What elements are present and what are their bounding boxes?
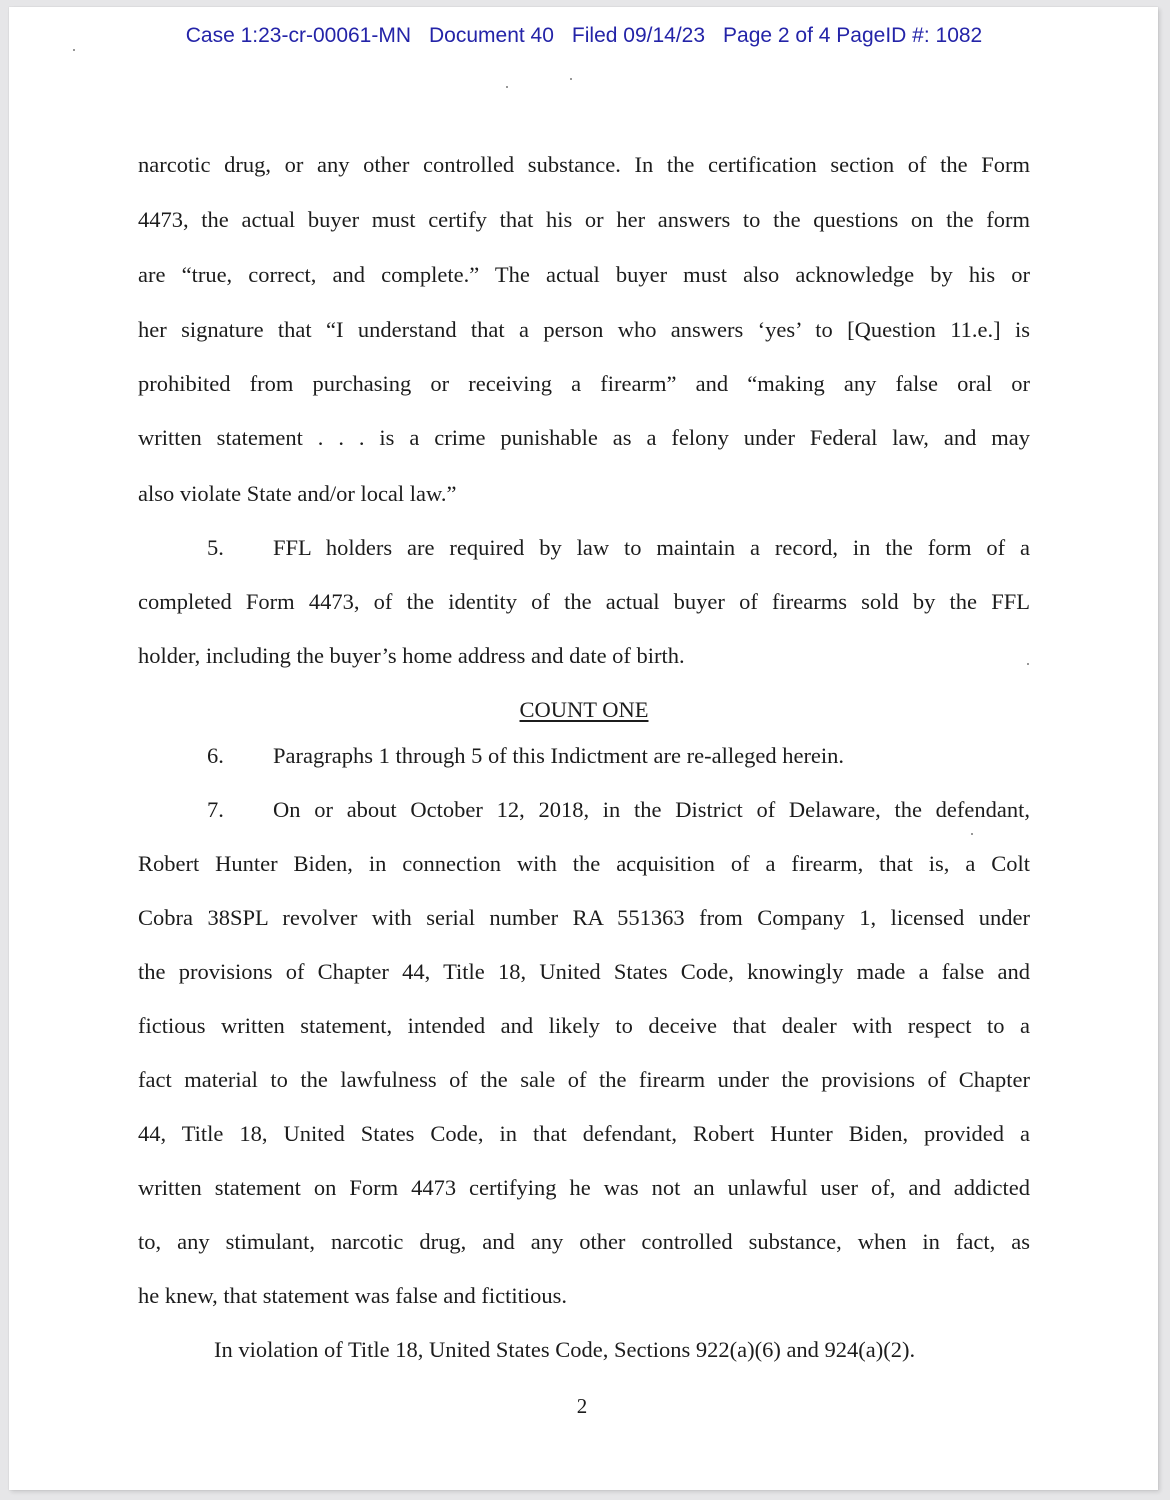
case-number: Case 1:23-cr-00061-MN xyxy=(185,24,412,47)
body-line: her signature that “I understand that a person who answers ‘yes’ to [Question 11.e.] is xyxy=(138,317,1030,342)
body-line: also violate State and/or local law.” xyxy=(138,481,457,506)
scan-speck xyxy=(506,86,508,88)
body-line: narcotic drug, or any other controlled substance. In the certification section of the Form xyxy=(138,152,1030,177)
body-line: completed Form 4473, of the identity of the actual buyer of firearms sold by the FFL xyxy=(138,589,1030,614)
body-line: 44, Title 18, United States Code, in that defendant, Robert Hunter Biden, provided a xyxy=(138,1121,1030,1146)
body-line: Robert Hunter Biden, in connection with the acquisition of a firearm, that is, a Colt xyxy=(138,851,1030,876)
page-number: 2 xyxy=(576,1394,588,1418)
body-line: the provisions of Chapter 44, Title 18, United States Code, knowingly made a false and xyxy=(138,959,1030,984)
body-line: fictious written statement, intended and likely to deceive that dealer with respect to a xyxy=(138,1013,1030,1038)
page-id: Page 2 of 4 PageID #: 1082 xyxy=(723,24,983,47)
filed-date: Filed 09/14/23 xyxy=(571,24,706,47)
body-line: 4473, the actual buyer must certify that his or her answers to the questions on the form xyxy=(138,207,1030,232)
paragraph-number: 5. xyxy=(207,535,224,560)
paragraph-number: 7. xyxy=(207,797,224,822)
body-line: prohibited from purchasing or receiving a firearm” and “making any false oral or xyxy=(138,371,1030,396)
scan-speck xyxy=(570,78,572,80)
body-line: FFL holders are required by law to maintain a record, in the form of a xyxy=(273,535,1030,560)
body-line: Paragraphs 1 through 5 of this Indictment are re-alleged herein. xyxy=(273,743,845,768)
body-line: he knew, that statement was false and fictitious. xyxy=(138,1283,568,1308)
paragraph-number: 6. xyxy=(207,743,224,768)
body-line: to, any stimulant, narcotic drug, and any other controlled substance, when in fact, as xyxy=(138,1229,1030,1254)
ecf-header xyxy=(0,24,1168,48)
body-line: On or about October 12, 2018, in the District of Delaware, the defendant, xyxy=(273,797,1030,822)
body-line: Cobra 38SPL revolver with serial number RA 551363 from Company 1, licensed under xyxy=(138,905,1030,930)
statute-citation: In violation of Title 18, United States Code, Sections 922(a)(6) and 924(a)(2). xyxy=(214,1337,916,1362)
document-number: Document 40 xyxy=(429,24,554,47)
body-line: fact material to the lawfulness of the sale of the firearm under the provisions of Chapter xyxy=(138,1067,1030,1092)
body-line: written statement . . . is a crime punishable as a felony under Federal law, and may xyxy=(138,425,1030,450)
count-heading: COUNT ONE xyxy=(519,697,649,722)
body-line: holder, including the buyer’s home address and date of birth. xyxy=(138,643,685,668)
scan-speck xyxy=(73,49,75,51)
body-line: written statement on Form 4473 certifying he was not an unlawful user of, and addicted xyxy=(138,1175,1030,1200)
body-line: are “true, correct, and complete.” The actual buyer must also acknowledge by his or xyxy=(138,262,1030,287)
scan-speck xyxy=(971,833,973,835)
